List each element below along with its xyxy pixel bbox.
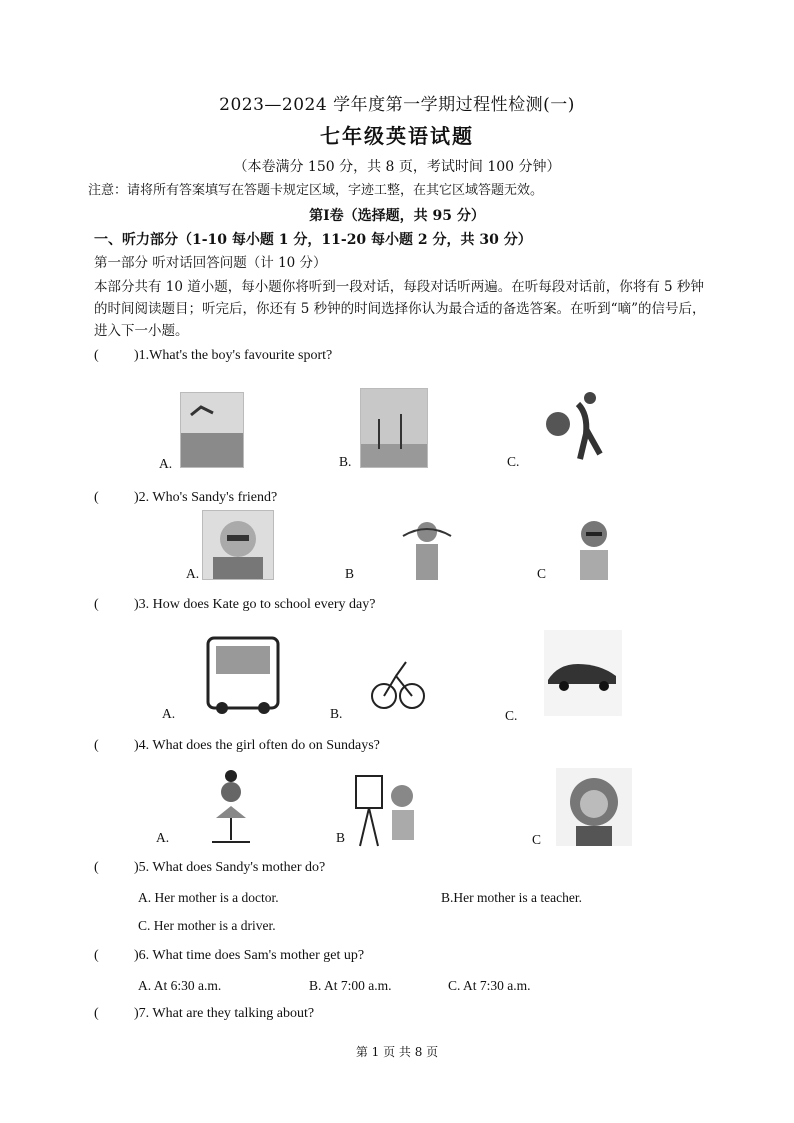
answer-blank[interactable]: ( xyxy=(94,490,99,505)
option-c[interactable]: C. xyxy=(507,454,520,469)
car-picture xyxy=(544,630,622,716)
option-b[interactable]: B xyxy=(345,566,355,581)
girl-with-braids-picture xyxy=(398,516,456,580)
option-a[interactable]: A. Her mother is a doctor. xyxy=(138,890,279,905)
subject-title: 七年级英语试题 xyxy=(320,124,474,148)
option-b[interactable]: B.Her mother is a teacher. xyxy=(441,890,582,905)
volume-title: 第Ⅰ卷（选择题，共 95 分） xyxy=(309,208,485,224)
question-text: )2. Who's Sandy's friend? xyxy=(134,490,278,505)
singing-girl-picture xyxy=(556,768,632,846)
instructions: 本部分共有 10 道小题，每小题你将听到一段对话，每段对话听两遍。在听每段对话前，你将有 5 秒钟的时间阅读题目；听完后，你还有 5 秒钟的时间选择你认为最合适的备选答案。在听到“嘀”的信号后，进入下一小题。 xyxy=(94,279,706,339)
option-c[interactable]: C xyxy=(537,566,547,581)
page-number: 第 1 页 共 8 页 xyxy=(355,1045,439,1059)
question-3 xyxy=(94,597,375,613)
answer-blank[interactable]: ( xyxy=(94,348,99,363)
option-c[interactable]: C. At 7:30 a.m. xyxy=(448,978,531,993)
dunking-player-picture xyxy=(538,384,616,466)
option-b[interactable]: B. xyxy=(339,454,352,469)
option-a[interactable]: A. xyxy=(156,830,170,845)
question-7 xyxy=(94,1006,314,1022)
question-text: )3. How does Kate go to school every day? xyxy=(134,597,376,612)
girl-with-glasses-picture xyxy=(574,514,614,580)
exam-info: （本卷满分 150 分，共 8 页，考试时间 100 分钟） xyxy=(233,159,561,175)
option-c[interactable]: C. Her mother is a driver. xyxy=(138,918,276,933)
basketball-game-picture xyxy=(360,388,428,468)
option-a[interactable]: A. xyxy=(186,566,200,581)
option-b[interactable]: B. xyxy=(330,706,343,721)
swimming-picture xyxy=(180,392,244,468)
question-text: )4. What does the girl often do on Sundays? xyxy=(134,738,380,753)
answer-blank[interactable]: ( xyxy=(94,948,99,963)
question-text: )5. What does Sandy's mother do? xyxy=(134,860,326,875)
old-woman-picture xyxy=(202,510,274,580)
answer-blank[interactable]: ( xyxy=(94,860,99,875)
question-4 xyxy=(94,738,380,754)
question-text: )7. What are they talking about? xyxy=(134,1006,315,1021)
option-c[interactable]: C. xyxy=(505,708,518,723)
option-c[interactable]: C xyxy=(532,832,542,847)
option-a[interactable]: A. xyxy=(159,456,173,471)
ballet-dancer-picture xyxy=(206,768,256,844)
answer-blank[interactable]: ( xyxy=(94,1006,99,1021)
section-title: 一、听力部分（1-10 每小题 1 分，11-20 每小题 2 分，共 30 分） xyxy=(94,232,532,248)
bus-picture xyxy=(202,630,284,716)
question-text: )6. What time does Sam's mother get up? xyxy=(134,948,365,963)
subsection-title: 第一部分 听对话回答问题（计 10 分） xyxy=(94,255,327,271)
question-text: )1.What's the boy's favourite sport? xyxy=(134,348,333,363)
question-2 xyxy=(94,490,277,506)
notice: 注意：请将所有答案填写在答题卡规定区域，字迹工整，在其它区域答题无效。 xyxy=(88,183,544,198)
answer-blank[interactable]: ( xyxy=(94,597,99,612)
question-1 xyxy=(94,348,332,364)
question-5 xyxy=(94,860,325,876)
painting-girl-picture xyxy=(354,768,420,848)
option-b[interactable]: B xyxy=(336,830,346,845)
option-a[interactable]: A. At 6:30 a.m. xyxy=(138,978,222,993)
exam-title: 2023—2024 学年度第一学期过程性检测(一) xyxy=(219,95,575,115)
option-b[interactable]: B. At 7:00 a.m. xyxy=(309,978,392,993)
option-a[interactable]: A. xyxy=(162,706,176,721)
answer-blank[interactable]: ( xyxy=(94,738,99,753)
bicycle-picture xyxy=(370,642,426,722)
question-6 xyxy=(94,948,364,964)
